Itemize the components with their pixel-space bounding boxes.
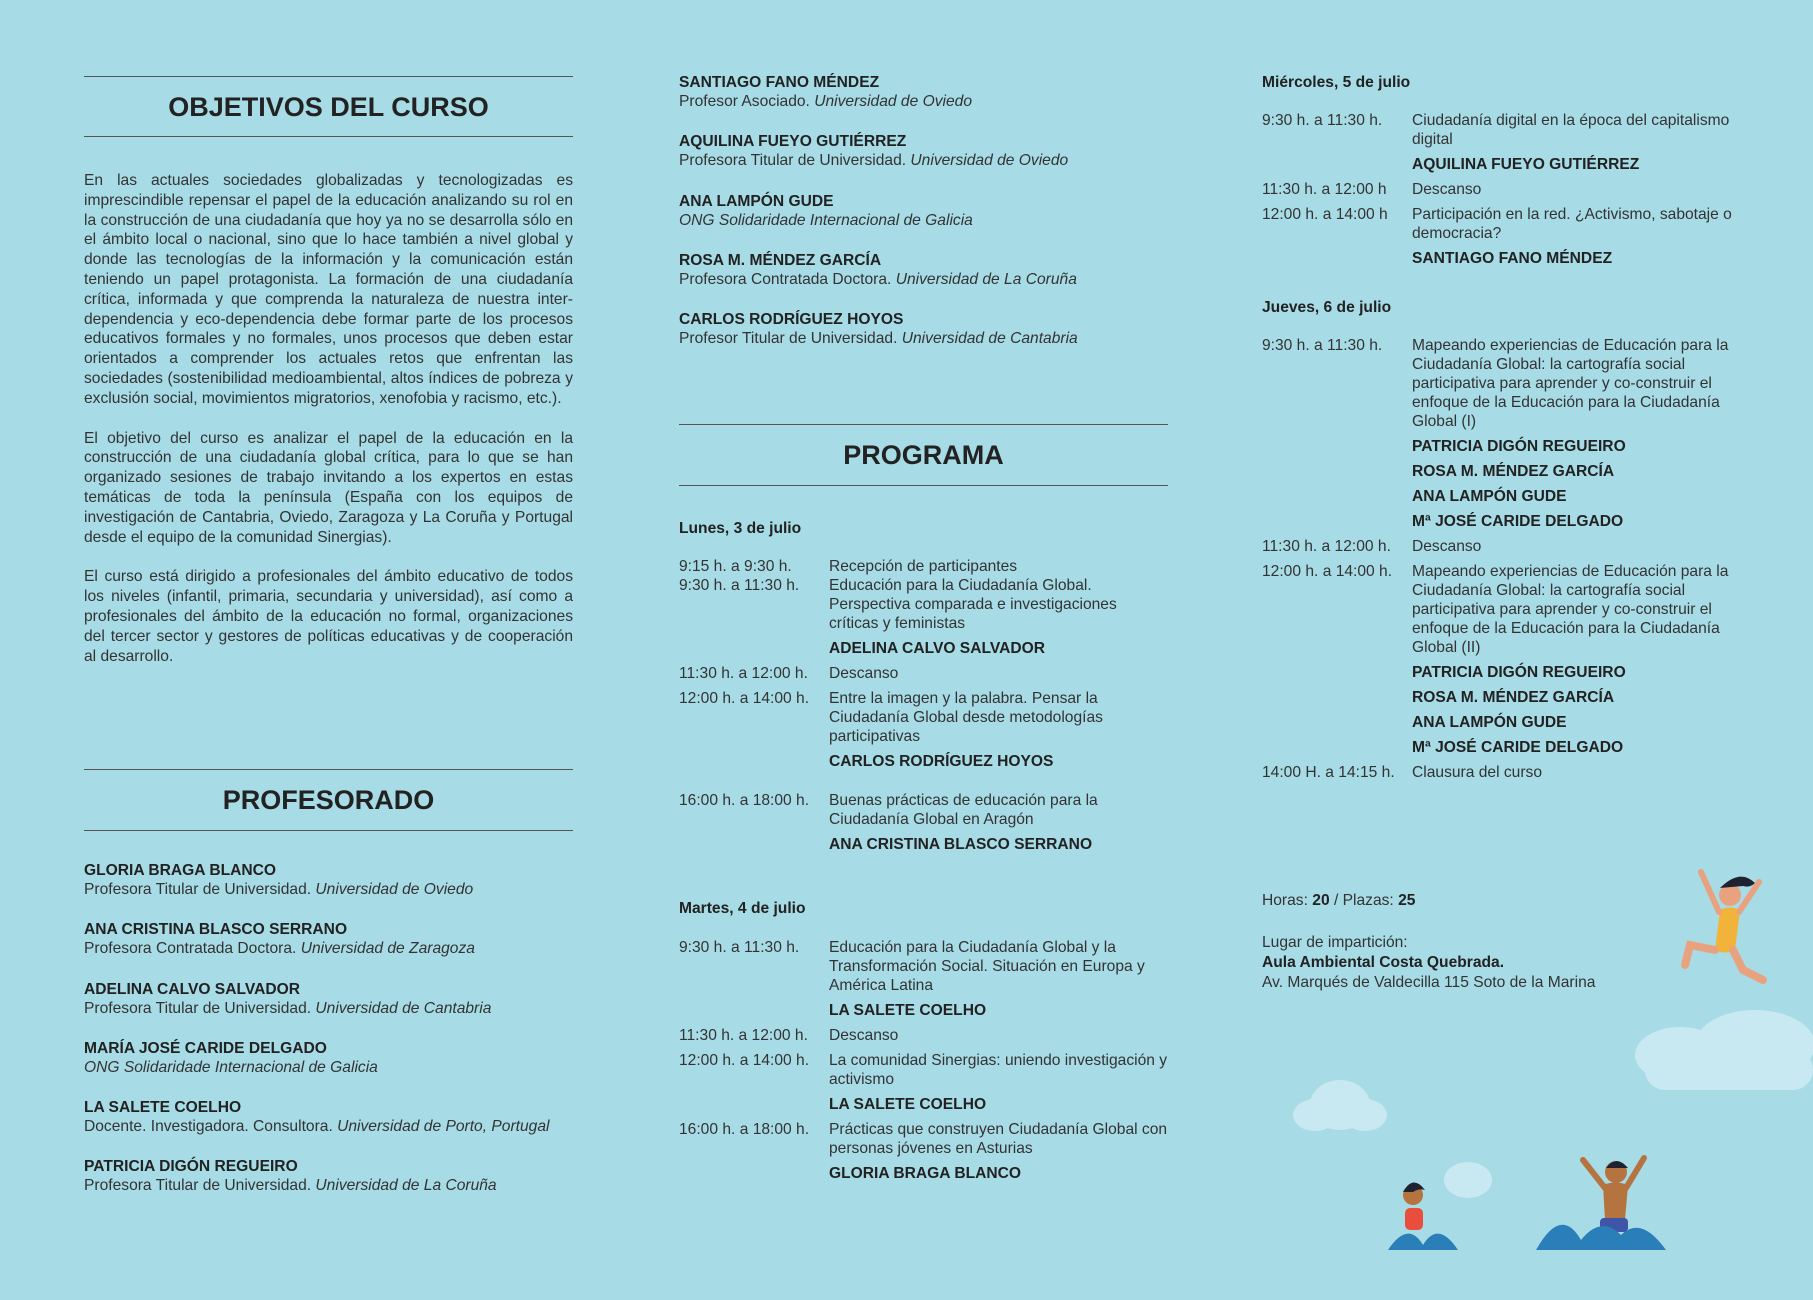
places-value: 25 xyxy=(1398,892,1416,909)
schedule-speaker: Mª JOSÉ CARIDE DELGADO xyxy=(1412,513,1624,530)
jumping-girl-cloud-illustration xyxy=(1615,860,1813,1090)
professor-role xyxy=(679,211,1168,230)
professor-institution: Universidad de Oviedo xyxy=(910,152,1069,170)
professor-name: CARLOS RODRÍGUEZ HOYOS xyxy=(679,311,904,329)
schedule-time: 11:30 h. a 12:00 h. xyxy=(679,1027,808,1044)
professor-entry xyxy=(84,1098,573,1157)
professor-institution: Universidad de Oviedo xyxy=(814,93,972,110)
professor-name: SANTIAGO FANO MÉNDEZ xyxy=(679,74,880,91)
schedule-speaker: ROSA M. MÉNDEZ GARCÍA xyxy=(1412,463,1615,480)
professor-name: MARÍA JOSÉ CARIDE DELGADO xyxy=(84,1039,327,1057)
day-title-jueves: Jueves, 6 de julio xyxy=(1262,299,1392,316)
schedule-time: 16:00 h. a 18:00 h. xyxy=(679,792,810,809)
schedule-item xyxy=(1262,763,1762,782)
boy-hair xyxy=(1606,1161,1628,1168)
professor-entry xyxy=(679,251,1168,310)
schedule-speaker: PATRICIA DIGÓN REGUEIRO xyxy=(1412,438,1626,455)
schedule-time: 9:15 h. a 9:30 h. xyxy=(679,558,792,575)
schedule-time: 12:00 h. a 14:00 h. xyxy=(679,690,810,707)
professor-name: AQUILINA FUEYO GUTIÉRREZ xyxy=(679,133,907,151)
objetivos-text xyxy=(84,171,573,686)
schedule-description: Educación para la Ciudadanía Global. Perspectiva comparada e investigaciones críticas y feministas xyxy=(829,577,1117,632)
schedule-item xyxy=(1262,205,1762,243)
schedule-item xyxy=(679,664,1168,683)
schedule-lunes xyxy=(679,557,1168,860)
cloud-shape xyxy=(1343,1099,1387,1131)
water-splash xyxy=(1388,1234,1458,1250)
professor-entry xyxy=(679,73,1168,132)
professor-name: LA SALETE COELHO xyxy=(84,1099,242,1117)
schedule-description: Buenas prácticas de educación para la Ciudadanía Global en Aragón xyxy=(829,792,1098,828)
water-splash xyxy=(1536,1225,1666,1250)
girl-arm xyxy=(1739,882,1759,912)
objetivos-paragraph-1: En las actuales sociedades globalizadas y tecnologizadas es imprescindible repensar el papel de la educación analizando su rol en la construcción de una ciudadanía que hoy ya no se desarrolla sólo en el ámbito local o nacional, sino que lo hace también a nivel global y donde las tecnologías de la información y la comunicación están teniendo un papel protagonista. La formación de una ciudadanía crítica, informada y que comprenda la naturaleza de nuestra inter-dependencia y eco-dependencia debe formar parte de los procesos educativos formales y no formales, unos procesos que deben estar orientados a comprender los actuales retos que enfrentan las sociedades (sostenibilidad medioambiental, altos índices de pobreza y exclusión social, movimientos migratorios, xenofobia y racismo, etc.). xyxy=(84,172,573,407)
professor-institution: Universidad de Cantabria xyxy=(315,999,492,1017)
schedule-time: 12:00 h. a 14:00 h xyxy=(1262,206,1388,223)
professor-entry xyxy=(679,132,1168,191)
professor-entry xyxy=(679,192,1168,251)
profesorado-list-1 xyxy=(84,861,573,1217)
professor-name: ROSA M. MÉNDEZ GARCÍA xyxy=(679,251,882,269)
day-title-lunes: Lunes, 3 de julio xyxy=(679,520,802,537)
professor-institution: Universidad de Porto, Portugal xyxy=(337,1118,550,1136)
schedule-speaker: LA SALETE COELHO xyxy=(829,1002,987,1019)
day-title-miercoles: Miércoles, 5 de julio xyxy=(1262,74,1411,91)
schedule-description: Descanso xyxy=(829,1027,899,1044)
professor-role: Profesora Contratada Doctora. Universidad de Zaragoza xyxy=(84,940,475,958)
objetivos-paragraph-2: El objetivo del curso es analizar el papel de la educación en la construcción de una ciudadanía global crítica, para lo que se han organizado sesiones de trabajo invitando a los expertos en estas temáticas de toda la península (España con los equipos de investigación de Cantabria, Oviedo, Zaragoza y La Coruña y Portugal desde el equipo de la comunidad Sinergias). xyxy=(84,429,573,546)
schedule-speaker: ANA LAMPÓN GUDE xyxy=(1412,488,1567,505)
schedule-miercoles xyxy=(1262,111,1762,274)
schedule-description: Ciudadanía digital en la época del capitalismo digital xyxy=(1412,112,1730,148)
schedule-description: Descanso xyxy=(1412,538,1482,555)
schedule-speaker: AQUILINA FUEYO GUTIÉRREZ xyxy=(1412,156,1640,173)
professor-name: PATRICIA DIGÓN REGUEIRO xyxy=(84,1158,298,1176)
course-info xyxy=(1262,891,1595,993)
professor-entry xyxy=(679,310,1168,369)
schedule-item xyxy=(1262,336,1762,431)
venue-address: Av. Marqués de Valdecilla 115 Soto de la Marina xyxy=(1262,974,1596,991)
venue-label: Lugar de impartición: xyxy=(1262,934,1408,951)
schedule-item xyxy=(1262,180,1762,199)
girl-swimsuit xyxy=(1405,1208,1423,1230)
schedule-item xyxy=(679,576,1168,633)
professor-entry xyxy=(84,1157,573,1216)
schedule-speaker: ROSA M. MÉNDEZ GARCÍA xyxy=(1412,689,1615,706)
cloud-shape xyxy=(1444,1162,1492,1198)
schedule-speaker: ANA CRISTINA BLASCO SERRANO xyxy=(829,836,1093,853)
professor-role xyxy=(84,1058,573,1077)
schedule-time: 9:30 h. a 11:30 h. xyxy=(1262,337,1383,354)
cloud-shape xyxy=(1293,1099,1337,1131)
profesorado-list-2 xyxy=(679,73,1168,369)
professor-institution: ONG Solidaridade Internacional de Galicia xyxy=(679,211,973,229)
schedule-time: 12:00 h. a 14:00 h. xyxy=(679,1052,810,1069)
schedule-item xyxy=(679,557,1168,576)
professor-entry xyxy=(84,1039,573,1098)
schedule-time: 14:00 H. a 14:15 h. xyxy=(1262,764,1395,781)
schedule-item xyxy=(1262,537,1762,556)
professor-entry xyxy=(84,861,573,920)
professor-name: GLORIA BRAGA BLANCO xyxy=(84,862,277,879)
schedule-time: 9:30 h. a 11:30 h. xyxy=(679,939,800,956)
schedule-description: Educación para la Ciudadanía Global y la Transformación Social. Situación en Europa y América Latina xyxy=(829,939,1145,994)
professor-name: ADELINA CALVO SALVADOR xyxy=(84,980,300,998)
schedule-item xyxy=(1262,111,1762,149)
schedule-description: Mapeando experiencias de Educación para la Ciudadanía Global: la cartografía social participativa para aprender y co-construir el enfoque de la Educación para la Ciudadanía Global (I) xyxy=(1412,337,1729,430)
professor-entry xyxy=(84,920,573,979)
profesorado-heading: PROFESORADO xyxy=(84,769,573,831)
schedule-item xyxy=(679,1026,1168,1045)
hours-places: Horas: 20 / Plazas: 25 xyxy=(1262,892,1416,909)
schedule-description: Entre la imagen y la palabra. Pensar la Ciudadanía Global desde metodologías participativas xyxy=(829,690,1103,745)
schedule-time: 16:00 h. a 18:00 h. xyxy=(679,1121,810,1138)
schedule-time: 11:30 h. a 12:00 h. xyxy=(679,665,808,682)
schedule-speaker: LA SALETE COELHO xyxy=(829,1096,987,1113)
schedule-speaker: ANA LAMPÓN GUDE xyxy=(1412,714,1567,731)
schedule-item xyxy=(679,689,1168,746)
schedule-item xyxy=(679,1120,1168,1158)
hours-value: 20 xyxy=(1312,892,1330,909)
schedule-description: Descanso xyxy=(829,665,899,682)
schedule-description: Prácticas que construyen Ciudadanía Global con personas jóvenes en Asturias xyxy=(829,1121,1168,1157)
cloud-shape xyxy=(1645,1050,1813,1090)
schedule-speaker: GLORIA BRAGA BLANCO xyxy=(829,1165,1022,1182)
schedule-description: Descanso xyxy=(1412,181,1482,198)
girl-arm xyxy=(1701,872,1719,912)
splashing-kids-illustration xyxy=(1378,1150,1678,1260)
schedule-description: Recepción de participantes xyxy=(829,558,1018,575)
schedule-description: Mapeando experiencias de Educación para la Ciudadanía Global: la cartografía social participativa para aprender y co-construir el enfoque de la Educación para la Ciudadanía Global (II) xyxy=(1412,563,1729,656)
schedule-speaker: SANTIAGO FANO MÉNDEZ xyxy=(1412,250,1613,267)
girl-hair xyxy=(1720,877,1755,888)
schedule-martes xyxy=(679,938,1168,1189)
professor-name: ANA LAMPÓN GUDE xyxy=(679,192,834,210)
schedule-item xyxy=(679,1051,1168,1089)
professor-role: Docente. Investigadora. Consultora. Universidad de Porto, Portugal xyxy=(84,1118,550,1136)
professor-institution: Universidad de La Coruña xyxy=(315,1177,497,1195)
schedule-time: 9:30 h. a 11:30 h. xyxy=(679,577,800,594)
professor-role: Profesora Titular de Universidad. Universidad de Cantabria xyxy=(84,999,492,1017)
professor-role: Profesora Contratada Doctora. Universidad de La Coruña xyxy=(679,270,1077,288)
schedule-speaker: CARLOS RODRÍGUEZ HOYOS xyxy=(829,753,1054,770)
objetivos-paragraph-3: El curso está dirigido a profesionales del ámbito educativo de todos los niveles (infantil, primaria, secundaria y universidad), así como a profesionales del ámbito de la educación no formal, organizaciones del tercer sector y gestores de políticas educativas y de cooperación al desarrollo. xyxy=(84,568,573,665)
schedule-item xyxy=(1262,562,1762,657)
schedule-speaker: PATRICIA DIGÓN REGUEIRO xyxy=(1412,664,1626,681)
day-title-martes: Martes, 4 de julio xyxy=(679,900,806,917)
schedule-time: 11:30 h. a 12:00 h xyxy=(1262,181,1387,198)
professor-role: Profesora Titular de Universidad. Universidad de Oviedo xyxy=(84,881,474,898)
professor-name: ANA CRISTINA BLASCO SERRANO xyxy=(84,921,348,939)
professor-role: Profesora Titular de Universidad. Universidad de La Coruña xyxy=(84,1177,497,1195)
programa-heading: PROGRAMA xyxy=(679,424,1168,486)
professor-institution: Universidad de Zaragoza xyxy=(300,940,475,958)
professor-role: Profesor Asociado. Universidad de Oviedo xyxy=(679,93,972,110)
professor-institution: Universidad de Cantabria xyxy=(901,330,1078,348)
professor-entry xyxy=(84,980,573,1039)
schedule-time: 12:00 h. a 14:00 h. xyxy=(1262,563,1393,580)
schedule-item xyxy=(679,938,1168,995)
schedule-speaker: ADELINA CALVO SALVADOR xyxy=(829,640,1045,657)
professor-role: Profesora Titular de Universidad. Universidad de Oviedo xyxy=(679,152,1069,170)
schedule-description: Clausura del curso xyxy=(1412,764,1543,781)
venue-name: Aula Ambiental Costa Quebrada. xyxy=(1262,954,1505,971)
schedule-jueves xyxy=(1262,336,1762,788)
schedule-time: 9:30 h. a 11:30 h. xyxy=(1262,112,1383,129)
schedule-speaker: Mª JOSÉ CARIDE DELGADO xyxy=(1412,739,1624,756)
schedule-description: La comunidad Sinergias: uniendo investigación y activismo xyxy=(829,1052,1168,1088)
professor-role: Profesor Titular de Universidad. Universidad de Cantabria xyxy=(679,330,1078,348)
schedule-item xyxy=(679,791,1168,829)
professor-institution: Universidad de Oviedo xyxy=(315,881,474,898)
small-cloud-illustration xyxy=(1290,1065,1390,1135)
professor-institution: Universidad de La Coruña xyxy=(895,270,1077,288)
schedule-description: Participación en la red. ¿Activismo, sabotaje o democracia? xyxy=(1412,206,1732,242)
schedule-time: 11:30 h. a 12:00 h. xyxy=(1262,538,1391,555)
professor-institution: ONG Solidaridade Internacional de Galicia xyxy=(84,1058,378,1076)
objetivos-heading: OBJETIVOS DEL CURSO xyxy=(84,76,573,137)
